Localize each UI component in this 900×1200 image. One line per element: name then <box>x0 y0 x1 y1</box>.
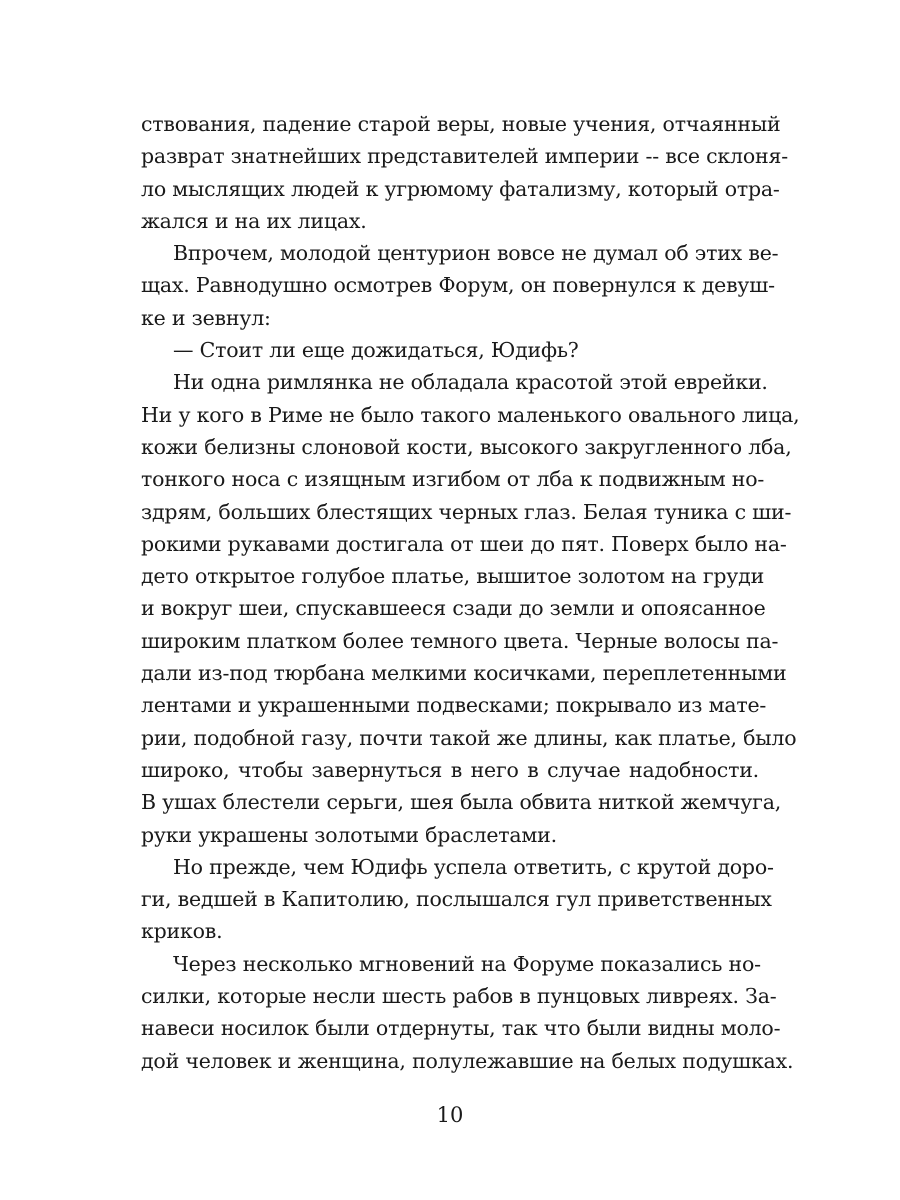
text-line: Но прежде, чем Юдифь успела ответить, с крутой доро- <box>173 854 774 879</box>
text-line: разврат знатнейших представителей империи -- все склоня- <box>141 144 788 169</box>
text-line: щах. Равнодушно осмотрев Форум, он повернулся к девуш- <box>141 273 775 298</box>
text-line: ке и зевнул: <box>141 305 271 330</box>
text-line: дой человек и женщина, полулежавшие на белых подушках. <box>141 1048 794 1073</box>
body-text <box>141 108 800 1077</box>
text-line: жался и на их лицах. <box>141 208 367 233</box>
text-line: Ни у кого в Риме не было такого маленького овального лица, <box>141 402 800 427</box>
text-line: тонкого носа с изящным изгибом от лба к подвижным но- <box>141 467 765 492</box>
text-line: ги, ведшей в Капитолию, послышался гул приветственных <box>141 887 772 912</box>
text-line: дето открытое голубое платье, вышитое золотом на груди <box>141 564 765 589</box>
text-line: рии, подобной газу, почти такой же длины, как платье, было <box>141 725 797 750</box>
text-line: широким платком более темного цвета. Черные волосы па- <box>141 628 779 653</box>
text-line: дали из-под тюрбана мелкими косичками, переплетенными <box>141 661 787 686</box>
text-line: силки, которые несли шесть рабов в пунцовых ливреях. За- <box>141 984 777 1009</box>
text-line: здрям, больших блестящих черных глаз. Белая туника с ши- <box>141 499 792 524</box>
text-line: рокими рукавами достигала от шеи до пят. Поверх было на- <box>141 531 787 556</box>
text-line: кожи белизны слоновой кости, высокого закругленного лба, <box>141 434 792 459</box>
text-line: В ушах блестели серьги, шея была обвита ниткой жемчуга, <box>141 790 782 815</box>
text-line: Через несколько мгновений на Форуме показались но- <box>173 951 761 976</box>
text-line: — Стоит ли еще дожидаться, Юдифь? <box>173 338 579 363</box>
text-line: Ни одна римлянка не обладала красотой этой еврейки. <box>173 370 768 395</box>
text-line: лентами и украшенными подвесками; покрывало из мате- <box>141 693 767 718</box>
text-line: широко, чтобы завернуться в него в случае надобности. <box>141 757 759 782</box>
text-line: ствования, падение старой веры, новые учения, отчаянный <box>141 112 781 136</box>
text-line: криков. <box>141 919 223 944</box>
text-line: руки украшены золотыми браслетами. <box>141 822 557 847</box>
text-line: и вокруг шеи, спускавшееся сзади до земли и опоясанное <box>141 596 766 621</box>
text-line: Впрочем, молодой центурион вовсе не думал об этих ве- <box>173 241 779 266</box>
text-line: ло мыслящих людей к угрюмому фатализму, который отра- <box>141 176 780 201</box>
text-line: навеси носилок были отдернуты, так что были видны моло- <box>141 1016 781 1041</box>
page-number: 10 <box>436 1103 464 1127</box>
